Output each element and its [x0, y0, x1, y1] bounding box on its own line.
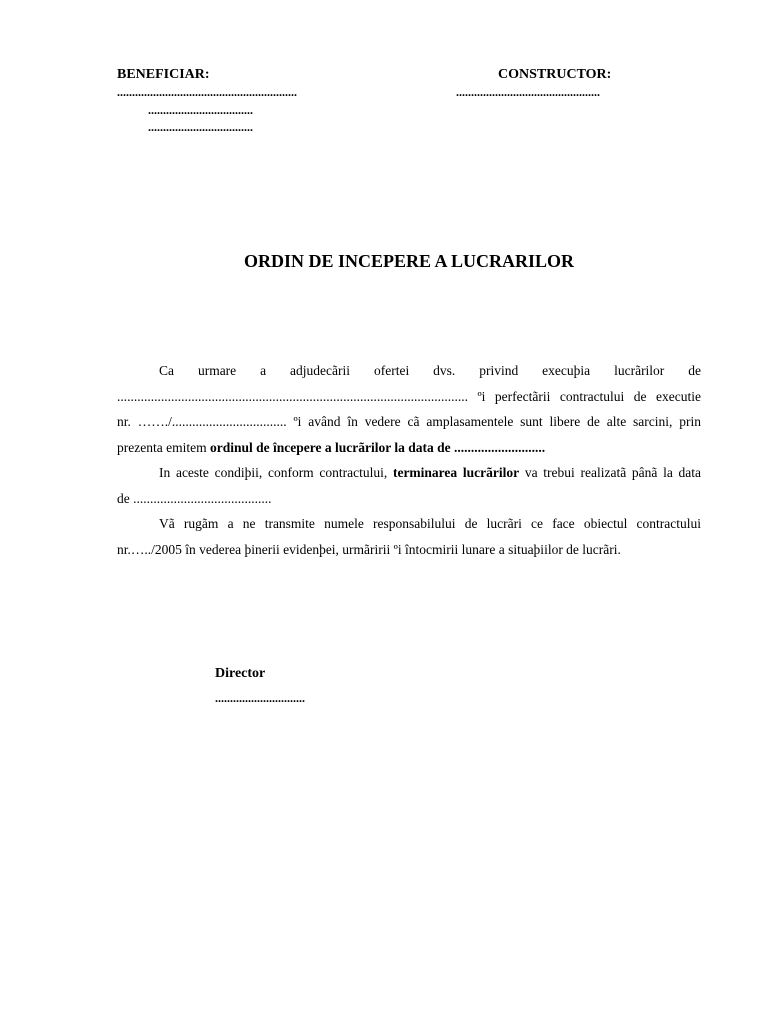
paragraph-1-line-4-text: prezenta emitem	[117, 439, 210, 455]
constructor-label: CONSTRUCTOR:	[498, 67, 612, 82]
paragraph-3-line-1: Vã rugãm a ne transmite numele responsabilului de lucrãri ce face obiectul contractului	[159, 516, 701, 531]
start-order-emphasis: ordinul de începere a lucrãrilor la data de ...........................	[209, 439, 546, 455]
paragraph-1-line-1: Ca urmare a adjudecãrii ofertei dvs. privind execuþia lucrãrilor de	[159, 363, 701, 378]
paragraph-1-line-3: nr. ……./.................................. ºi având în vedere cã amplasamentele sunt libere de alte sarcini, prin	[117, 414, 701, 429]
beneficiar-line-3: ...................................	[148, 120, 253, 134]
beneficiar-line-2: ...................................	[148, 103, 253, 117]
paragraph-2-line-1	[117, 460, 701, 486]
paragraph-2-line-2: de .........................................	[117, 490, 272, 506]
document-title: ORDIN DE INCEPERE A LUCRARILOR	[243, 251, 575, 271]
constructor-line-1: ................................................	[456, 85, 600, 99]
body-text	[117, 358, 701, 562]
signature-line: ..............................	[215, 691, 305, 705]
paragraph-2-text-c: va trebui realizatã pânã la data	[519, 465, 702, 480]
paragraph-3-line-2: nr.…../2005 în vederea þinerii evidenþei, urmãririi ºi întocmirii lunare a situaþiilor de lucrãri.	[117, 541, 621, 557]
signature-role: Director	[215, 666, 266, 681]
completion-emphasis: terminarea lucrãrilor	[392, 465, 520, 480]
paragraph-2-text-a: In aceste condiþii, conform contractului,	[159, 465, 393, 480]
beneficiar-label: BENEFICIAR:	[117, 67, 210, 82]
paragraph-1-line-4	[117, 435, 701, 461]
paragraph-1-line-2: ........................................................................................................ ºi perfectãrii contractului de executie	[117, 388, 701, 404]
beneficiar-line-1: ............................................................	[117, 85, 297, 99]
